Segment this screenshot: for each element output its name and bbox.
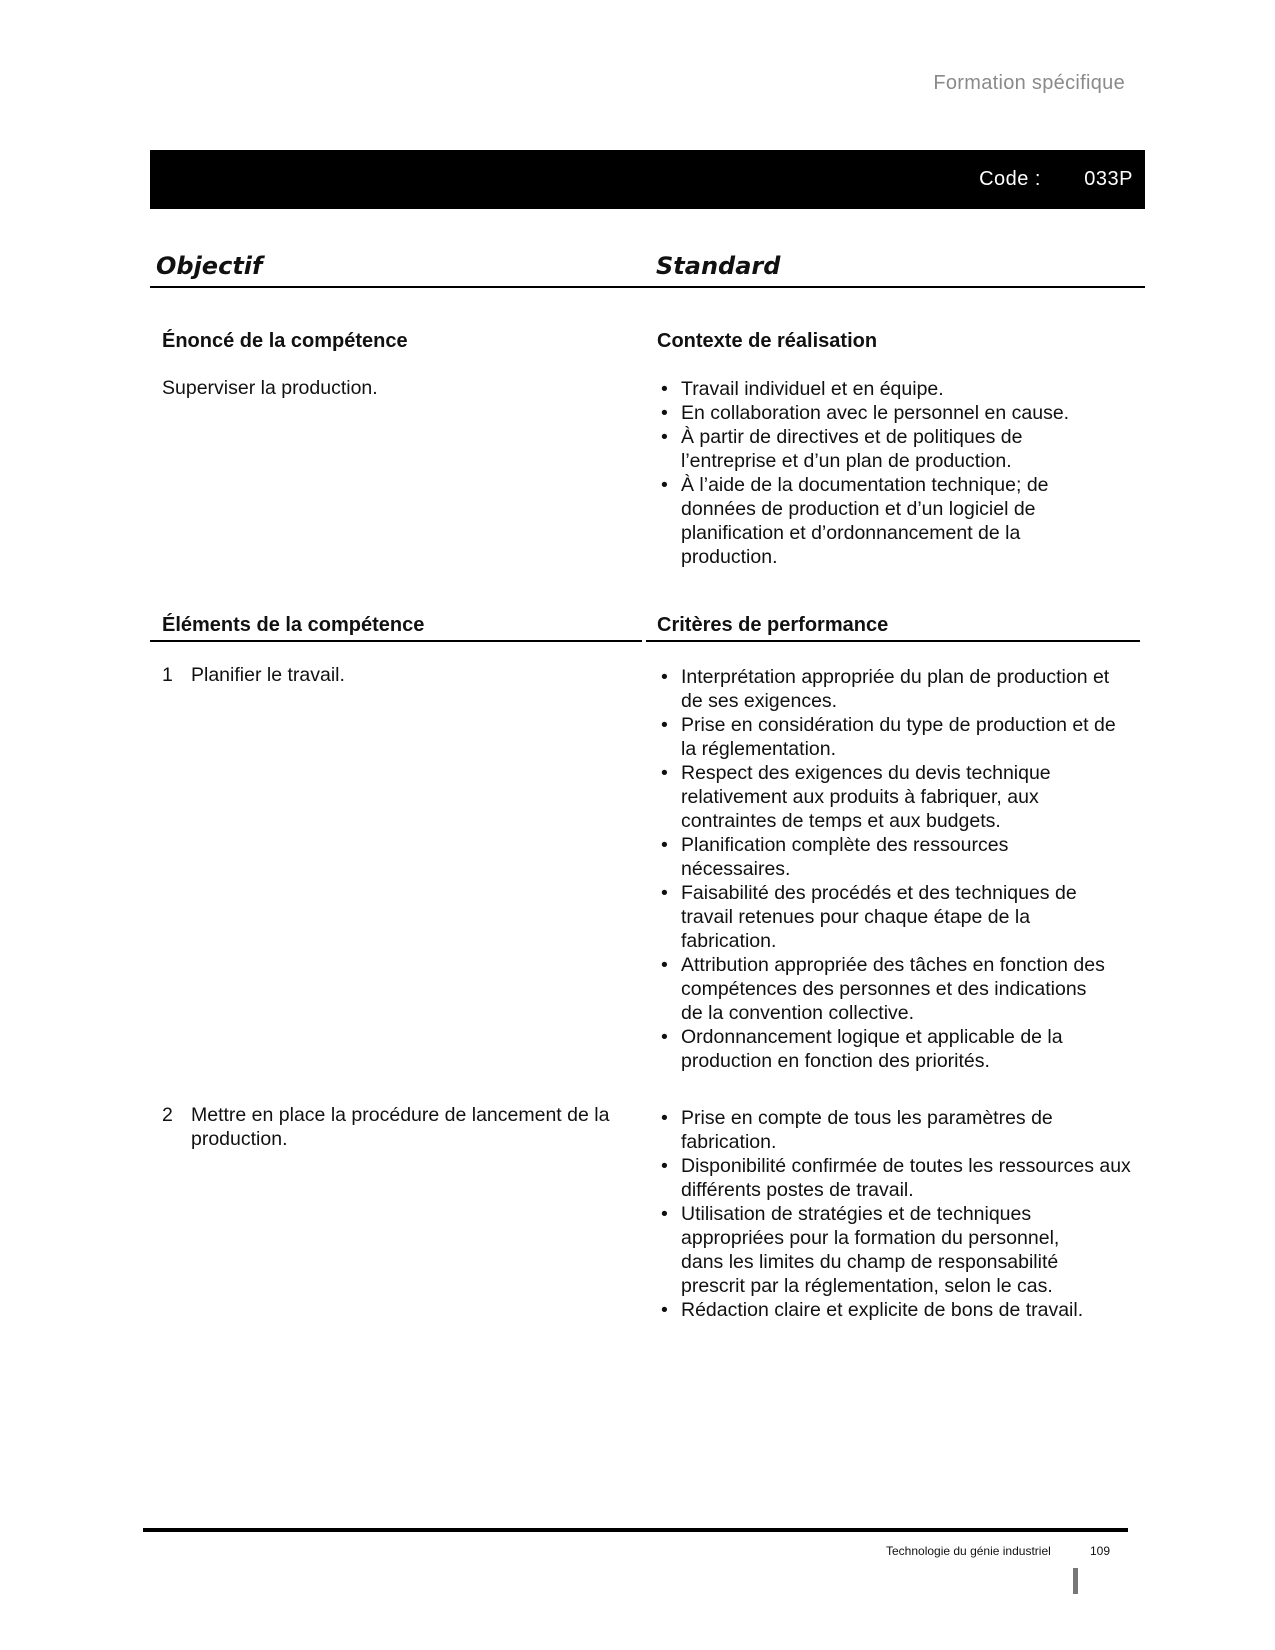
list-item: • Disponibilité confirmée de toutes les ressources aux différents postes de travail. [659, 1154, 1136, 1202]
list-item: • Ordonnancement logique et applicable de la production en fonction des priorités. [659, 1025, 1101, 1073]
elements-heading: Éléments de la compétence [162, 614, 425, 636]
element-1 [162, 663, 632, 687]
competence-text: Superviser la production. [162, 377, 378, 399]
page-number: 109 [1090, 1544, 1111, 1558]
element-number: 2 [162, 1104, 173, 1126]
list-item: • Faisabilité des procédés et des techniques de travail retenues pour chaque étape de la fabrication. [659, 881, 1111, 953]
context-heading: Contexte de réalisation [657, 330, 878, 352]
element-text: Planifier le travail. [191, 664, 345, 686]
code-bar [150, 150, 1145, 209]
section-heading-objectif: Objectif [156, 252, 263, 280]
section-heading-standard: Standard [656, 252, 781, 280]
element-number: 1 [162, 664, 173, 686]
list-item: • Utilisation de stratégies et de techniques appropriées pour la formation du personnel, dans les limites du champ de responsabilité prescrit par la réglementation, selon le cas. [659, 1202, 1101, 1298]
list-item: • Planification complète des ressources nécessaires. [659, 833, 1051, 881]
criteria-rule [646, 640, 1140, 642]
context-list [659, 377, 1119, 569]
footer-rule [143, 1528, 1128, 1532]
criteria-heading: Critères de performance [657, 614, 889, 636]
list-item: • Prise en considération du type de production et de la réglementation. [659, 713, 1129, 761]
list-item: • En collaboration avec le personnel en cause. [659, 401, 1119, 425]
criteria-list-2 [659, 1106, 1129, 1322]
code-label: Code : [979, 168, 1041, 190]
list-item: • À partir de directives et de politiques de l’entreprise et d’un plan de production. [659, 425, 1071, 473]
criteria-list-1 [659, 665, 1129, 1073]
list-item: • Respect des exigences du devis technique relativement aux produits à fabriquer, aux contraintes de temps et aux budgets. [659, 761, 1086, 833]
competence-heading: Énoncé de la compétence [162, 330, 408, 352]
list-item: • Attribution appropriée des tâches en fonction des compétences des personnes et des indications de la convention collective. [659, 953, 1111, 1025]
footer-title: Technologie du génie industriel [886, 1544, 1051, 1558]
element-text: Mettre en place la procédure de lancement de la production. [191, 1104, 610, 1150]
footer-mark [1073, 1568, 1078, 1594]
list-item: • Rédaction claire et explicite de bons de travail. [659, 1298, 1151, 1322]
list-item: • Prise en compte de tous les paramètres de fabrication. [659, 1106, 1101, 1154]
running-header: Formation spécifique [933, 72, 1125, 94]
list-item: • À l’aide de la documentation technique; de données de production et d’un logiciel de planification et d’ordonnancement de la production. [659, 473, 1105, 569]
elements-rule [150, 640, 642, 642]
list-item: • Travail individuel et en équipe. [659, 377, 1119, 401]
list-item: • Interprétation appropriée du plan de production et de ses exigences. [659, 665, 1121, 713]
code-value: 033P [1084, 168, 1133, 190]
element-2 [162, 1103, 632, 1151]
section-rule [150, 286, 1145, 288]
